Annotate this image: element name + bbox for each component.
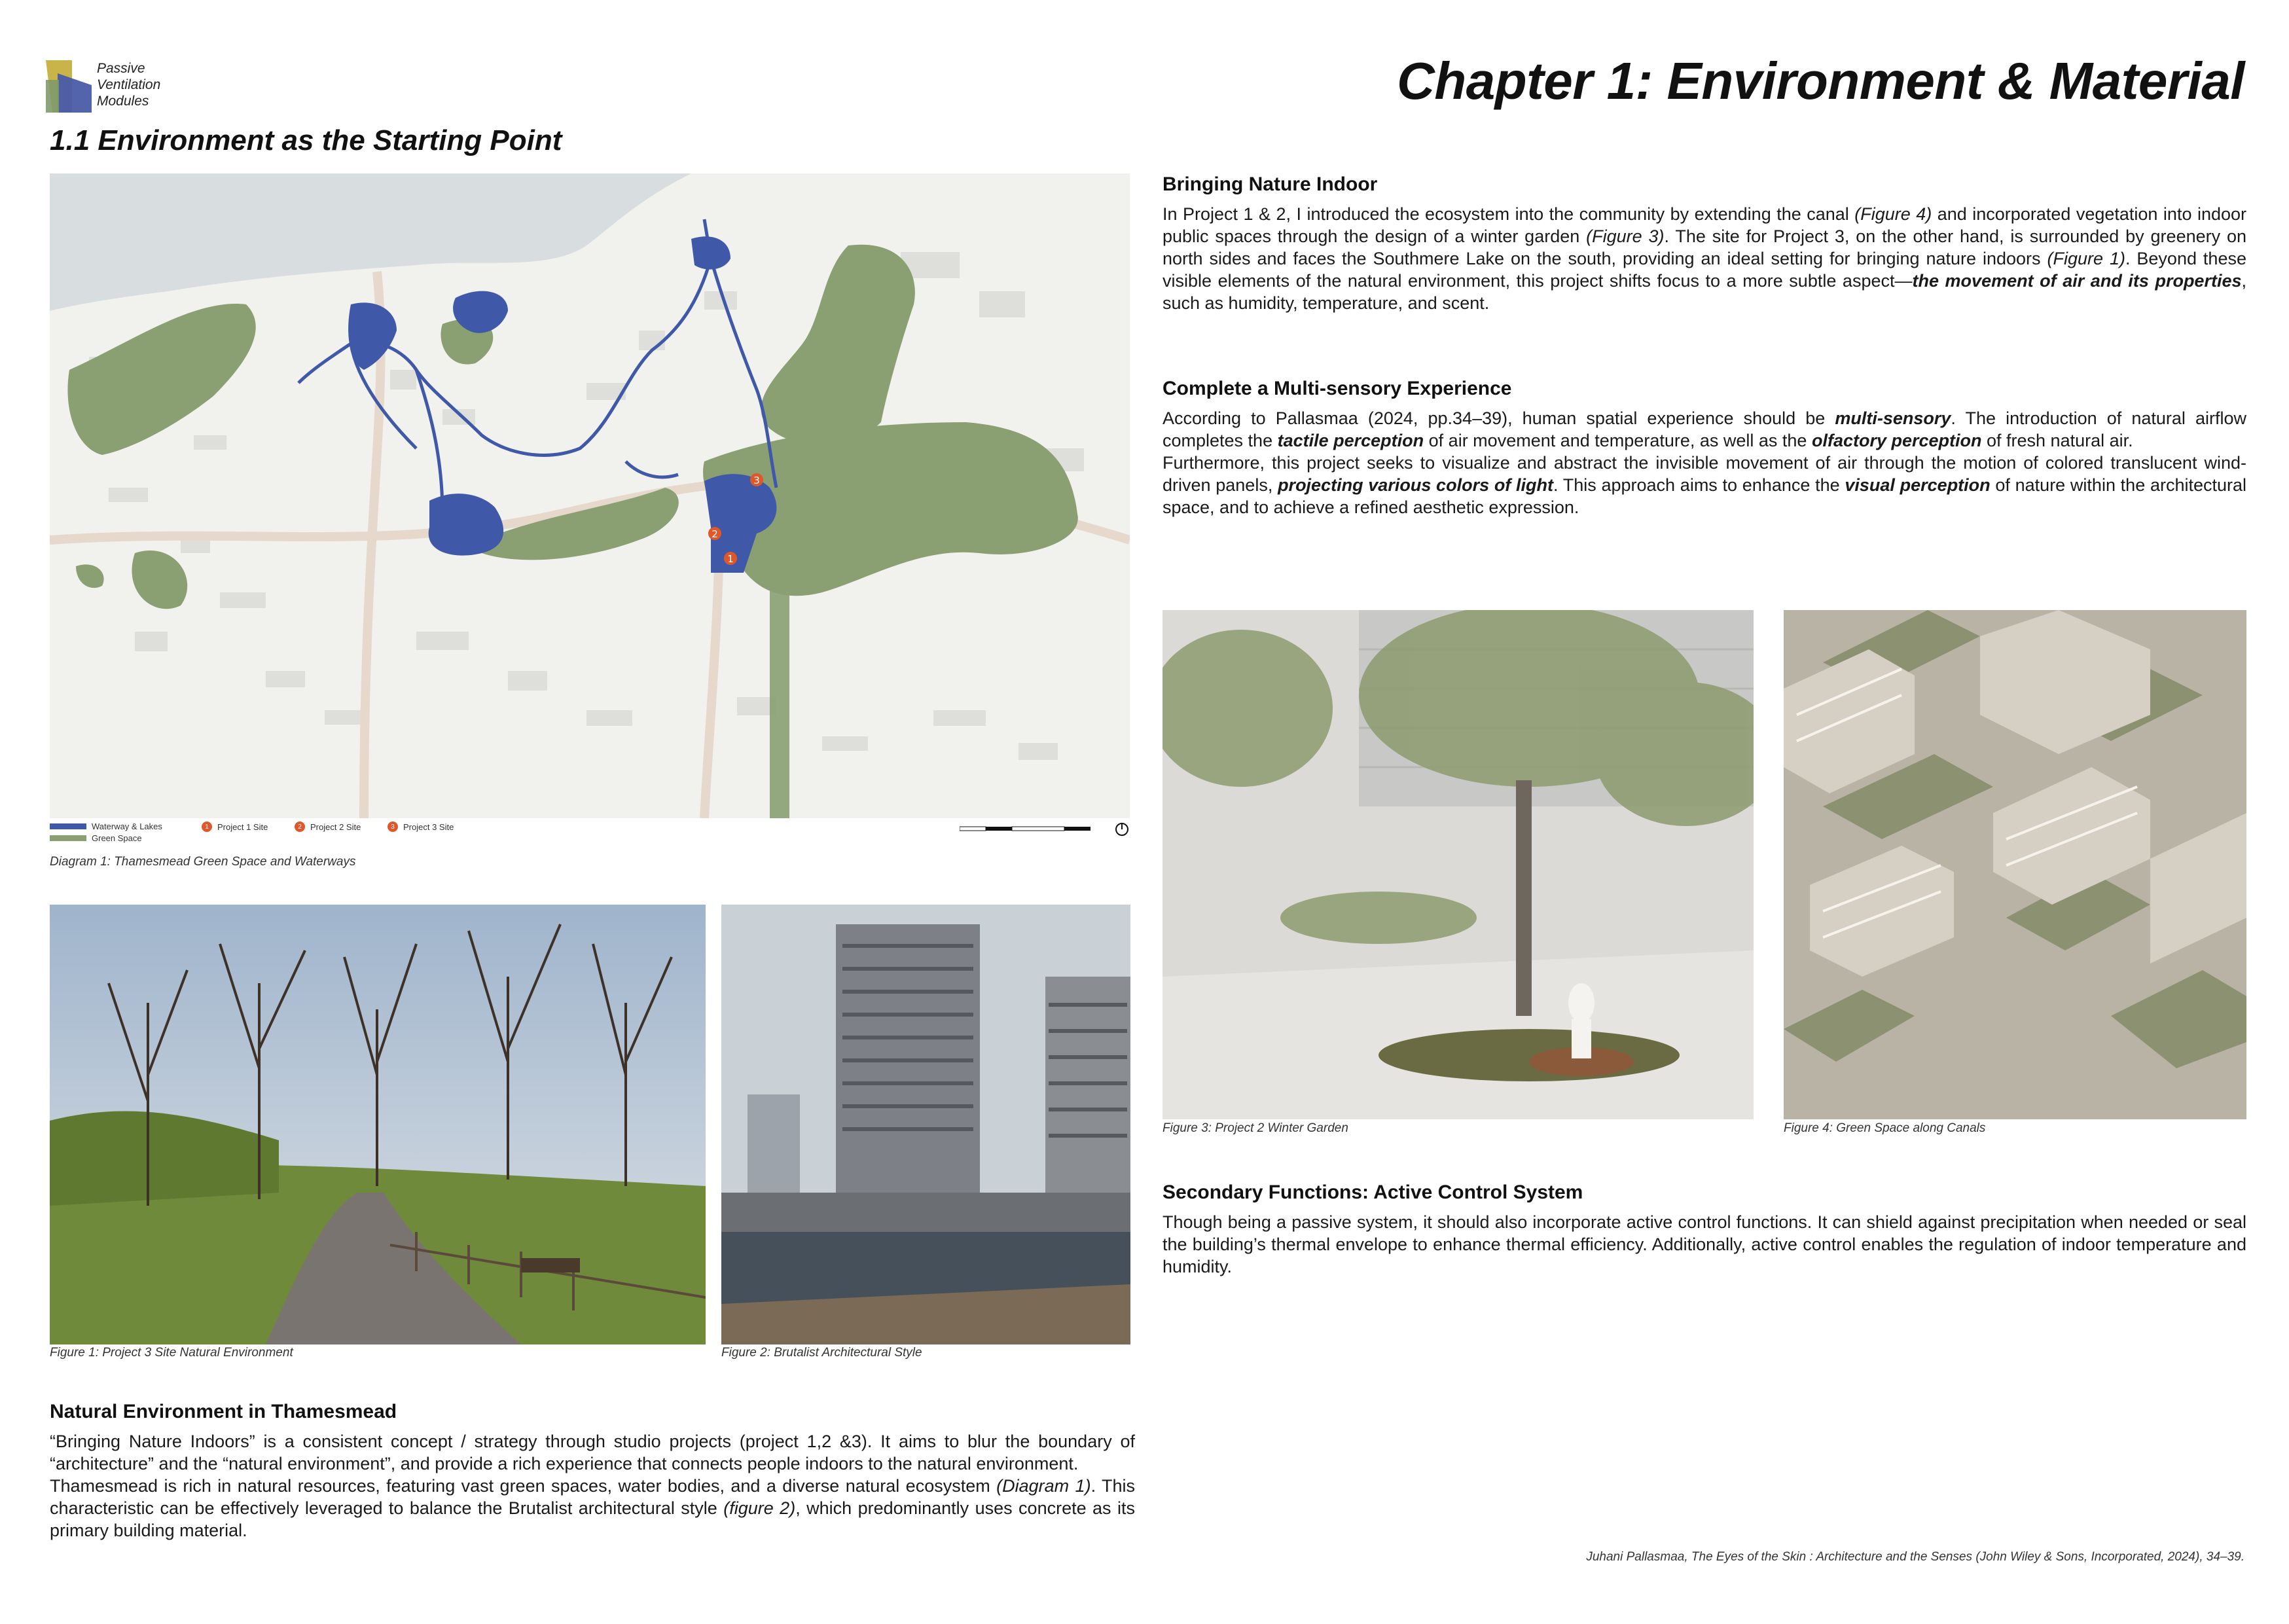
- legend-label: Waterway & Lakes: [92, 821, 162, 831]
- figure-ref: (Diagram 1): [996, 1476, 1091, 1496]
- text-span: of air movement and temperature, as well as the: [1424, 431, 1812, 450]
- bringing-nature-paragraph: [1163, 203, 2246, 314]
- text-span: , which predominantly uses concrete as its primary building material.: [50, 1498, 1135, 1540]
- text-span: . Beyond these visible elements of the natural environment, this project shifts focus to a more subtle aspect—: [1163, 249, 2246, 291]
- legend-project3: [388, 821, 454, 832]
- figure-ref: (Figure 4): [1854, 204, 1932, 224]
- figure-ref: (Figure 3): [1586, 226, 1665, 246]
- text-span: . The site for Project 3, on the other hand, is surrounded by greenery on north sides and faces the Southmere Lake on the south, providing an ideal setting for bringing nature indoors: [1163, 226, 2246, 268]
- legend-waterway: [50, 821, 162, 831]
- figure-ref: (Figure 1): [2047, 249, 2125, 268]
- figure2-photo: [721, 905, 1130, 1344]
- legend-project2: [295, 821, 361, 832]
- natural-environment-heading: Natural Environment in Thamesmead: [50, 1401, 397, 1422]
- emphasis: multi-sensory: [1835, 408, 1951, 428]
- multi-sensory-heading: Complete a Multi-sensory Experience: [1163, 378, 1512, 399]
- legend-label: Project 2 Site: [310, 821, 361, 832]
- legend-marker: 1: [202, 821, 212, 832]
- figure3-caption: Figure 3: Project 2 Winter Garden: [1163, 1121, 1348, 1135]
- text-span: and incorporated vegetation into indoor public spaces through the design of a winter garden: [1163, 204, 2246, 246]
- legend-project1: [202, 821, 268, 832]
- emphasis: tactile perception: [1277, 431, 1424, 450]
- legend-label: Green Space: [92, 833, 142, 843]
- secondary-functions-heading: Secondary Functions: Active Control System: [1163, 1182, 1583, 1203]
- scale-bar: [960, 823, 1090, 839]
- logo-line: Ventilation: [97, 77, 161, 92]
- figure4-render: [1784, 610, 2246, 1119]
- logo-line: Passive: [97, 61, 145, 76]
- natural-environment-paragraph: [50, 1430, 1135, 1542]
- map-svg: [50, 173, 1130, 818]
- figure-ref: (figure 2): [723, 1498, 796, 1518]
- figure2-caption: Figure 2: Brutalist Architectural Style: [721, 1346, 922, 1360]
- chapter-title: Chapter 1: Environment & Material: [1397, 52, 2244, 110]
- bringing-nature-heading: Bringing Nature Indoor: [1163, 173, 1378, 195]
- emphasis: projecting various colors of light: [1278, 475, 1554, 495]
- text-span: According to Pallasmaa (2024, pp.34–39), human spatial experience should be: [1163, 408, 1835, 428]
- secondary-functions-paragraph: [1163, 1211, 2246, 1278]
- logo-line: Modules: [97, 94, 149, 109]
- text-span: . The introduction of natural airflow completes the: [1163, 408, 2247, 450]
- legend-water-swatch: [50, 823, 86, 829]
- legend-green: [50, 833, 142, 843]
- emphasis: the movement of air and its properties: [1912, 271, 2242, 291]
- site-map: [50, 173, 1130, 818]
- text-span: “Bringing Nature Indoors” is a consistent concept / strategy through studio projects (project 1,2 &3). It aims to blur the boundary of “architecture” and the “natural environment”, and provide a rich experience that connects people indoors to the natural environment.: [50, 1432, 1135, 1473]
- map-legend: [50, 821, 1130, 848]
- legend-green-swatch: [50, 835, 86, 841]
- figure1-photo: [50, 905, 706, 1344]
- text-span: In Project 1 & 2, I introduced the ecosystem into the community by extending the canal: [1163, 204, 1855, 224]
- figure3-render: [1163, 610, 1754, 1119]
- text-span: of fresh natural air.: [1981, 431, 2133, 450]
- legend-marker: 2: [295, 821, 305, 832]
- text-span: of nature within the architectural space, and to achieve a refined aesthetic expression.: [1163, 475, 2247, 517]
- tower-photo: [721, 905, 1130, 1344]
- text-span: Though being a passive system, it should also incorporate active control functions. It can shield against precipitation when needed or seal the building’s thermal envelope to enhance thermal efficiency. Additionally, active control enables the regulation of indoor temperature and humidity.: [1163, 1212, 2246, 1276]
- emphasis: olfactory perception: [1811, 431, 1982, 450]
- emphasis: visual perception: [1845, 475, 1991, 495]
- text-span: Thamesmead is rich in natural resources, featuring vast green spaces, water bodies, and a diverse natural ecosystem: [50, 1476, 997, 1496]
- park-photo: [50, 905, 706, 1344]
- reference-citation: Juhani Pallasmaa, The Eyes of the Skin : Architecture and the Senses (John Wiley & Sons, Incorporated, 2024), 34–39.: [1586, 1550, 2244, 1564]
- canal-axonometric-render: [1784, 610, 2246, 1119]
- text-span: Furthermore, this project seeks to visualize and abstract the invisible movement of air through the motion of colored translucent wind-driven panels,: [1163, 453, 2246, 495]
- legend-label: Project 1 Site: [217, 821, 268, 832]
- figure4-caption: Figure 4: Green Space along Canals: [1784, 1121, 1986, 1135]
- winter-garden-render: [1163, 610, 1754, 1119]
- logo-text: [97, 60, 160, 109]
- map-marker-1: 1: [727, 553, 734, 565]
- multi-sensory-paragraph: [1163, 407, 2246, 518]
- north-arrow-icon: [1114, 821, 1130, 837]
- diagram1-caption: Diagram 1: Thamesmead Green Space and Waterways: [50, 855, 356, 869]
- text-span: , such as humidity, temperature, and scent.: [1163, 271, 2246, 313]
- figure1-caption: Figure 1: Project 3 Site Natural Environment: [50, 1346, 293, 1360]
- map-marker-3: 3: [753, 475, 760, 486]
- section-title: 1.1 Environment as the Starting Point: [50, 124, 562, 156]
- legend-marker: 3: [388, 821, 398, 832]
- legend-label: Project 3 Site: [403, 821, 454, 832]
- map-marker-2: 2: [712, 528, 718, 540]
- text-span: . This approach aims to enhance the: [1553, 475, 1845, 495]
- text-span: . This characteristic can be effectively leveraged to balance the Brutalist architectural style: [50, 1476, 1135, 1518]
